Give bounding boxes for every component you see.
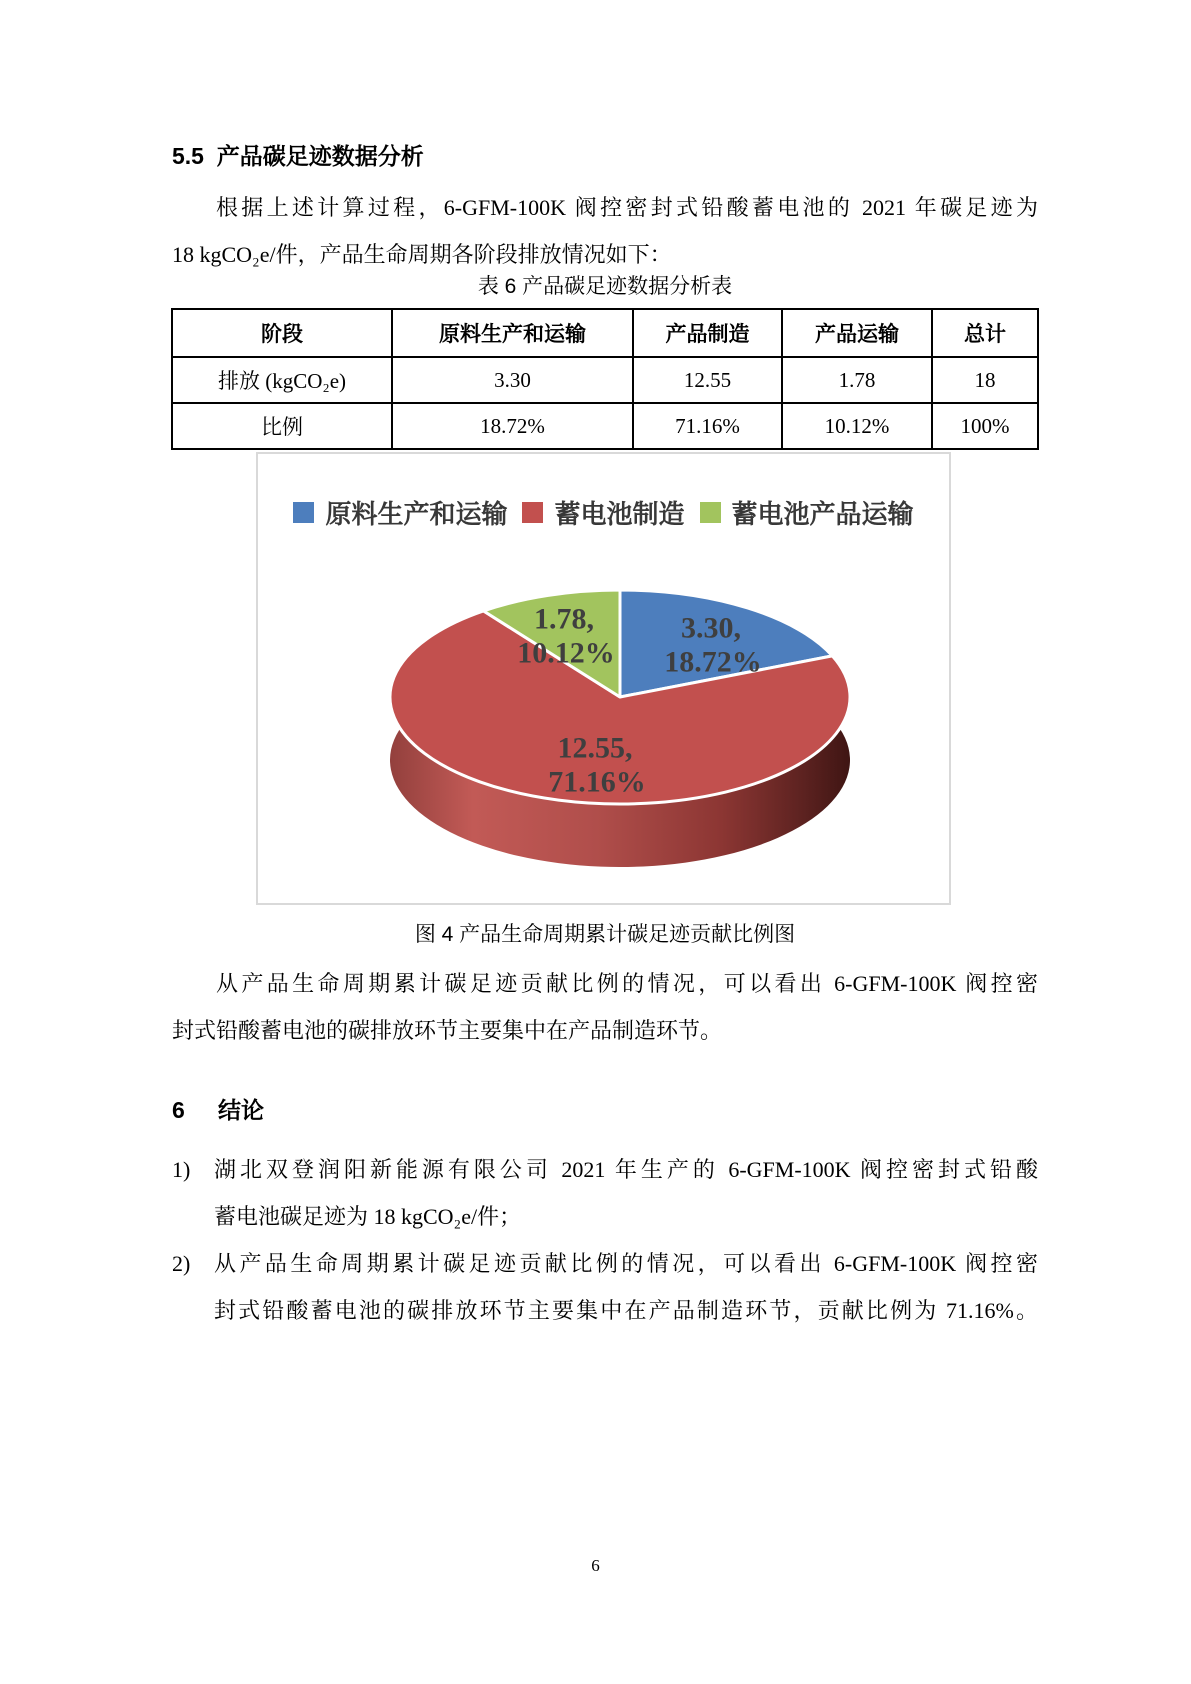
- paragraph-line: 湖北双登润阳新能源有限公司 2021 年生产的 6-GFM-100K 阀控密封式铅酸: [214, 1157, 1038, 1182]
- paragraph-line: 封式铅酸蓄电池的碳排放环节主要集中在产品制造环节。: [172, 1018, 723, 1043]
- table-cell: 1.78: [782, 357, 932, 403]
- figure-caption: 图 4 产品生命周期累计碳足迹贡献比例图: [414, 923, 796, 946]
- carbon-footprint-table: [171, 308, 1039, 450]
- section-5-5-title: 产品碳足迹数据分析: [216, 143, 424, 169]
- section-5-5-heading: [172, 140, 1038, 172]
- table-header-cell: 原料生产和运输: [392, 309, 633, 357]
- legend-item: [293, 494, 507, 531]
- section-6-number: 6: [172, 1097, 185, 1123]
- table-cell: 10.12%: [782, 403, 932, 449]
- table-cell: 71.16%: [633, 403, 782, 449]
- section-6-heading: [172, 1094, 1038, 1126]
- paragraph-line: 18 kgCO₂e/件，产品生命周期各阶段排放情况如下：: [172, 242, 672, 267]
- pie-slice-label: 10.12%: [517, 636, 615, 670]
- table-cell: 排放 (kgCO₂e): [172, 357, 392, 403]
- legend-swatch-icon: [700, 502, 721, 523]
- paragraph-line: 蓄电池碳足迹为 18 kgCO₂e/件；: [214, 1204, 522, 1229]
- legend-item: [700, 494, 914, 531]
- intro-paragraph: [172, 184, 1038, 278]
- table-row: [172, 403, 1038, 449]
- table-header-cell: 产品运输: [782, 309, 932, 357]
- table-cell: 比例: [172, 403, 392, 449]
- list-item-marker: 2): [172, 1251, 191, 1276]
- legend-label: 原料生产和运输: [325, 500, 508, 529]
- conclusions-list: [172, 1146, 1038, 1334]
- table-header-cell: 阶段: [172, 309, 392, 357]
- pie-slice-label: 71.16%: [548, 765, 646, 799]
- legend-swatch-icon: [522, 502, 543, 523]
- table-cell: 18.72%: [392, 403, 633, 449]
- list-item-text: [214, 1146, 1038, 1240]
- paragraph-line: 从产品生命周期累计碳足迹贡献比例的情况，可以看出 6-GFM-100K 阀控密: [214, 1251, 1038, 1276]
- paragraph-line: 根据上述计算过程，6-GFM-100K 阀控密封式铅酸蓄电池的 2021 年碳足迹为: [216, 195, 1038, 220]
- pie-chart-panel: [256, 452, 951, 905]
- page-number: 6: [591, 1556, 600, 1575]
- pie-slice-label: 3.30,: [681, 611, 741, 645]
- analysis-paragraph: [172, 960, 1038, 1054]
- legend-label: 蓄电池产品运输: [731, 500, 914, 529]
- legend-item: [522, 494, 684, 531]
- pie-3d: [258, 542, 953, 907]
- list-item-marker: 1): [172, 1157, 191, 1182]
- chart-legend: [258, 454, 949, 531]
- pie-slice-label: 1.78,: [534, 602, 594, 636]
- pie-slice-label: 12.55,: [557, 731, 633, 765]
- table-cell: 100%: [932, 403, 1038, 449]
- table-cell: 3.30: [392, 357, 633, 403]
- table-header-row: [172, 309, 1038, 357]
- section-6-title: 结论: [218, 1097, 264, 1123]
- table-header-cell: 总计: [932, 309, 1038, 357]
- pie-slice-label: 18.72%: [664, 645, 762, 679]
- legend-label: 蓄电池制造: [554, 500, 685, 529]
- legend-swatch-icon: [293, 502, 314, 523]
- table-caption: 表 6 产品碳足迹数据分析表: [477, 275, 733, 298]
- table-cell: 12.55: [633, 357, 782, 403]
- paragraph-line: 封式铅酸蓄电池的碳排放环节主要集中在产品制造环节，贡献比例为 71.16%。: [214, 1298, 1038, 1323]
- list-item-text: [214, 1240, 1038, 1334]
- section-5-5-number: 5.5: [172, 143, 204, 169]
- table-header-cell: 产品制造: [633, 309, 782, 357]
- paragraph-line: 从产品生命周期累计碳足迹贡献比例的情况，可以看出 6-GFM-100K 阀控密: [216, 971, 1038, 996]
- list-item: [172, 1146, 1038, 1240]
- table-row: [172, 357, 1038, 403]
- table-cell: 18: [932, 357, 1038, 403]
- list-item: [172, 1240, 1038, 1334]
